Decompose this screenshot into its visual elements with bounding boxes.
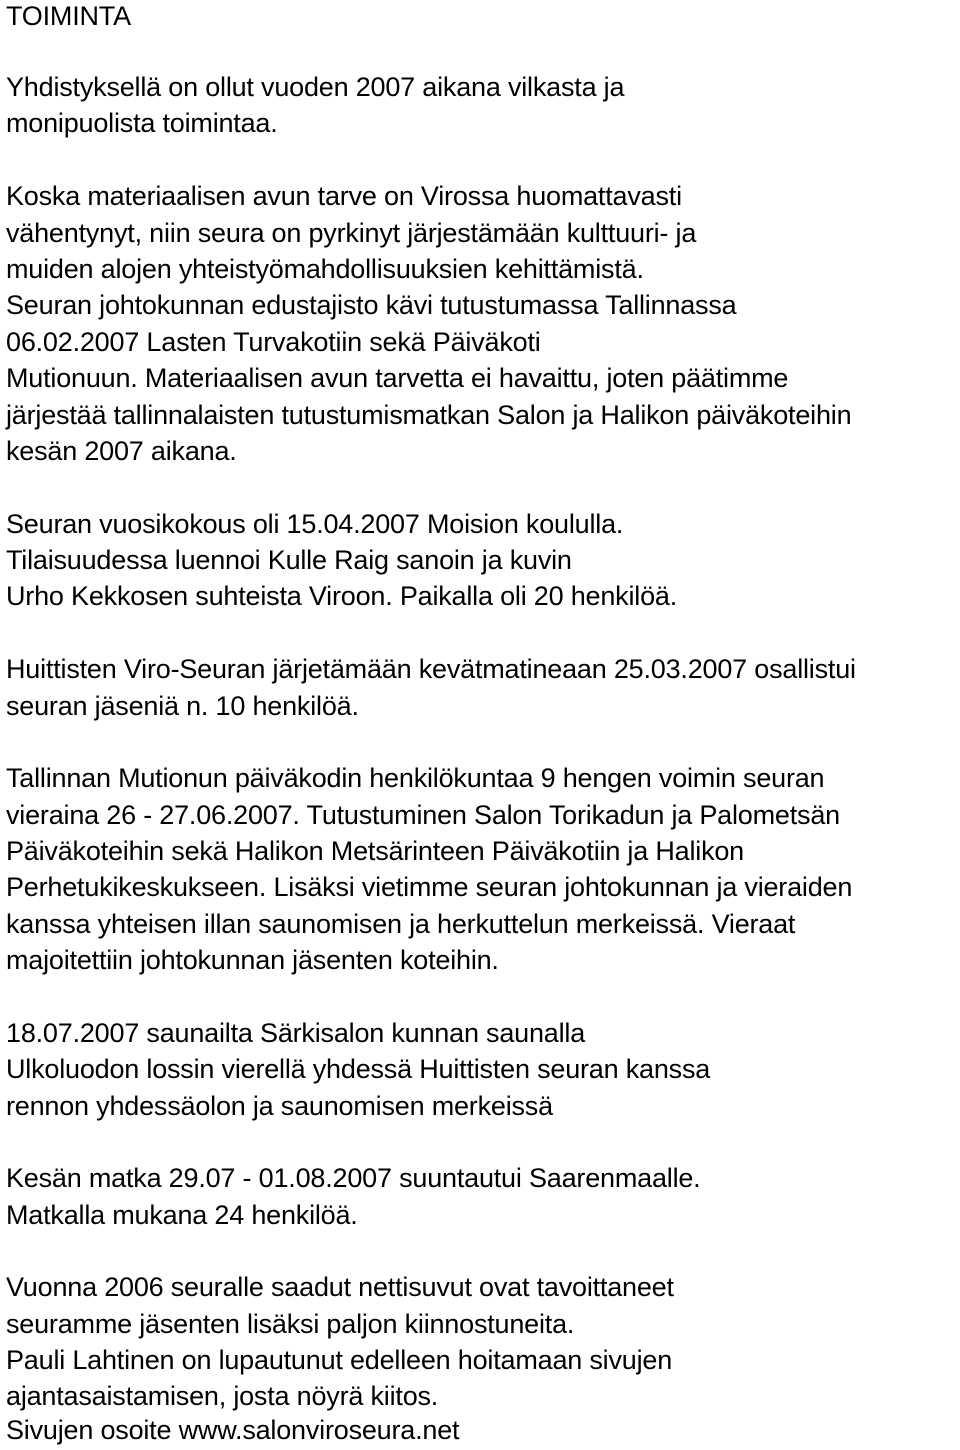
text-line: ajantasaistamisen, josta nöyrä kiitos.	[6, 1381, 439, 1411]
text-line: seuran jäseniä n. 10 henkilöä.	[6, 691, 359, 721]
text-line: Tallinnan Mutionun päiväkodin henkilökuntaa 9 hengen voimin seuran	[6, 763, 825, 793]
text-line: 06.02.2007 Lasten Turvakotiin sekä Päiväkoti	[6, 327, 541, 357]
text-line: Koska materiaalisen avun tarve on Virossa huomattavasti	[6, 181, 682, 211]
text-line: Seuran johtokunnan edustajisto kävi tutustumassa Tallinnassa	[6, 290, 737, 320]
text-line: Yhdistyksellä on ollut vuoden 2007 aikana vilkasta ja	[6, 72, 625, 102]
text-line: rennon yhdessäolon ja saunomisen merkeissä	[6, 1091, 553, 1121]
website-line: Sivujen osoite www.salonviroseura.net	[6, 1415, 460, 1445]
text-line: Perhetukikeskukseen. Lisäksi vietimme seuran johtokunnan ja vieraiden	[6, 872, 853, 902]
document-heading: TOIMINTA	[6, 1, 131, 31]
text-line: Matkalla mukana 24 henkilöä.	[6, 1200, 358, 1230]
text-line: kesän 2007 aikana.	[6, 436, 237, 466]
text-line: kanssa yhteisen illan saunomisen ja herkuttelun merkeissä. Vieraat	[6, 909, 796, 939]
text-line: monipuolista toimintaa.	[6, 108, 278, 138]
text-line: järjestää tallinnalaisten tutustumismatkan Salon ja Halikon päiväkoteihin	[6, 400, 852, 430]
text-line: Kesän matka 29.07 - 01.08.2007 suuntautui Saarenmaalle.	[6, 1163, 701, 1193]
text-line: Urho Kekkosen suhteista Viroon. Paikalla oli 20 henkilöä.	[6, 581, 678, 611]
text-line: muiden alojen yhteistyömahdollisuuksien kehittämistä.	[6, 254, 644, 284]
text-line: Päiväkoteihin sekä Halikon Metsärinteen Päiväkotiin ja Halikon	[6, 836, 744, 866]
text-line: Huittisten Viro-Seuran järjetämään kevätmatineaan 25.03.2007 osallistui	[6, 654, 856, 684]
text-line: seuramme jäsenten lisäksi paljon kiinnostuneita.	[6, 1309, 575, 1339]
text-line: Ulkoluodon lossin vierellä yhdessä Huittisten seuran kanssa	[6, 1054, 711, 1084]
text-line: Mutionuun. Materiaalisen avun tarvetta ei havaittu, joten päätimme	[6, 363, 789, 393]
text-line: Seuran vuosikokous oli 15.04.2007 Moision koululla.	[6, 509, 624, 539]
text-line: majoitettiin johtokunnan jäsenten koteihin.	[6, 945, 499, 975]
text-line: Vuonna 2006 seuralle saadut nettisuvut ovat tavoittaneet	[6, 1272, 674, 1302]
text-line: vieraina 26 - 27.06.2007. Tutustuminen Salon Torikadun ja Palometsän	[6, 800, 840, 830]
text-line: 18.07.2007 saunailta Särkisalon kunnan saunalla	[6, 1018, 586, 1048]
text-line: vähentynyt, niin seura on pyrkinyt järjestämään kulttuuri- ja	[6, 218, 697, 248]
text-line: Tilaisuudessa luennoi Kulle Raig sanoin ja kuvin	[6, 545, 572, 575]
text-line: Pauli Lahtinen on lupautunut edelleen hoitamaan sivujen	[6, 1345, 673, 1375]
